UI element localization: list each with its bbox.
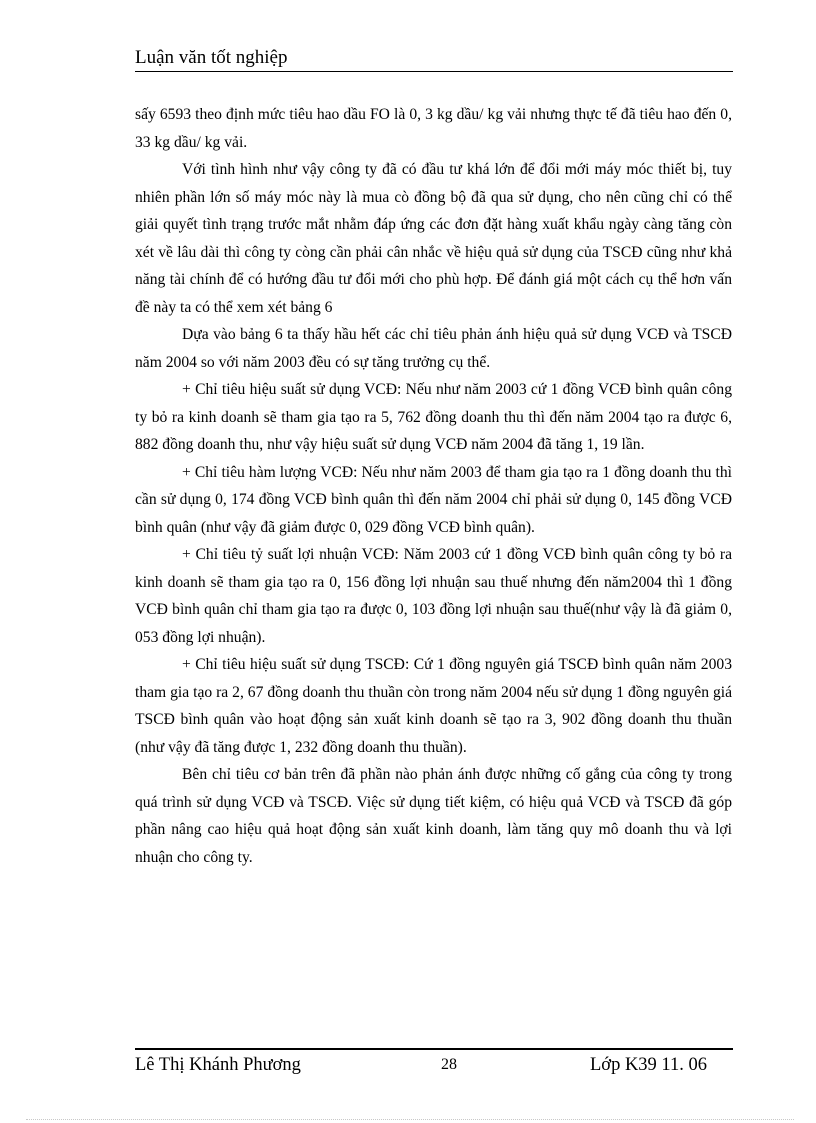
page-bottom-edge: [26, 1119, 794, 1120]
paragraph-vcd-profit-rate: + Chỉ tiêu tỷ suất lợi nhuận VCĐ: Năm 2003 cứ 1 đồng VCĐ bình quân công ty bỏ ra kinh doanh sẽ tham gia tạo ra 0, 156 đồng lợi nhuận sau thuế nhưng đến năm2004 thì 1 đồng VCĐ bình quân chỉ tham gia tạo ra được 0, 103 đồng lợi nhuận sau thuế(như vậy là đã giảm 0, 053 đồng lợi nhuận).: [135, 546, 732, 646]
header-title: Luận văn tốt nghiệp: [135, 47, 288, 68]
footer-divider: [135, 1048, 733, 1050]
paragraph-vcd-efficiency: + Chỉ tiêu hiệu suất sử dụng VCĐ: Nếu như năm 2003 cứ 1 đồng VCĐ bình quân công ty bỏ ra kinh doanh sẽ tham gia tạo ra 5, 762 đồng doanh thu thì đến năm 2004 tạo ra được 6, 882 đồng doanh thu, như vậy hiệu suất sử dụng VCĐ năm 2004 đã tăng 1, 19 lần.: [135, 381, 732, 453]
paragraph-tscd-efficiency: + Chỉ tiêu hiệu suất sử dụng TSCĐ: Cứ 1 đồng nguyên giá TSCĐ bình quân năm 2003 tham gia tạo ra 2, 67 đồng doanh thu thuần còn trong năm 2004 nếu sử dụng 1 đồng nguyên giá TSCĐ bình quân vào hoạt động sản xuất kinh doanh sẽ tạo ra 3, 902 đồng doanh thu thuần (như vậy đã tăng được 1, 232 đồng doanh thu thuần).: [135, 656, 732, 756]
paragraph-table-reference: Dựa vào bảng 6 ta thấy hầu hết các chỉ tiêu phản ánh hiệu quả sử dụng VCĐ và TSCĐ năm 2004 so với năm 2003 đều có sự tăng trưởng cụ thể.: [135, 326, 732, 371]
paragraph-conclusion: Bên chỉ tiêu cơ bản trên đã phần nào phản ánh được những cố gắng của công ty trong quá trình sử dụng VCĐ và TSCĐ. Việc sử dụng tiết kiệm, có hiệu quả VCĐ và TSCĐ đã góp phần nâng cao hiệu quả hoạt động sản xuất kinh doanh, làm tăng quy mô doanh thu và lợi nhuận cho công ty.: [135, 766, 732, 866]
paragraph-investment: Với tình hình như vậy công ty đã có đầu tư khá lớn để đổi mới máy móc thiết bị, tuy nhiên phần lớn số máy móc này là mua cò đồng bộ đã qua sử dụng, cho nên cũng chỉ có thể giải quyết tình trạng trước mắt nhằm đáp ứng các đơn đặt hàng xuất khẩu ngày càng tăng còn xét về lâu dài thì công ty còng cần phải cân nhắc về hiệu quả sử dụng của TSCĐ cũng như khả năng tài chính để có hướng đầu tư đổi mới cho phù hợp. Để đánh giá một cách cụ thể hơn vấn đề này ta có thể xem xét bảng 6: [135, 161, 732, 316]
footer-class-label: Lớp K39 11. 06: [589, 1055, 707, 1075]
paragraph-continuation: sấy 6593 theo định mức tiêu hao dầu FO là 0, 3 kg dầu/ kg vải nhưng thực tế đã tiêu hao đến 0, 33 kg dầu/ kg vải.: [135, 106, 732, 151]
page-number: 28: [441, 1056, 457, 1073]
running-header: [135, 46, 733, 70]
footer-author: Lê Thị Khánh Phương: [135, 1055, 301, 1075]
document-body: [135, 101, 732, 871]
header-divider: [135, 71, 733, 72]
paragraph-vcd-content: + Chỉ tiêu hàm lượng VCĐ: Nếu như năm 2003 để tham gia tạo ra 1 đồng doanh thu thì cần sử dụng 0, 174 đồng VCĐ bình quân thì đến năm 2004 chỉ phải sử dụng 0, 145 đồng VCĐ bình quân (như vậy đã giảm được 0, 029 đồng VCĐ bình quân).: [135, 463, 732, 536]
